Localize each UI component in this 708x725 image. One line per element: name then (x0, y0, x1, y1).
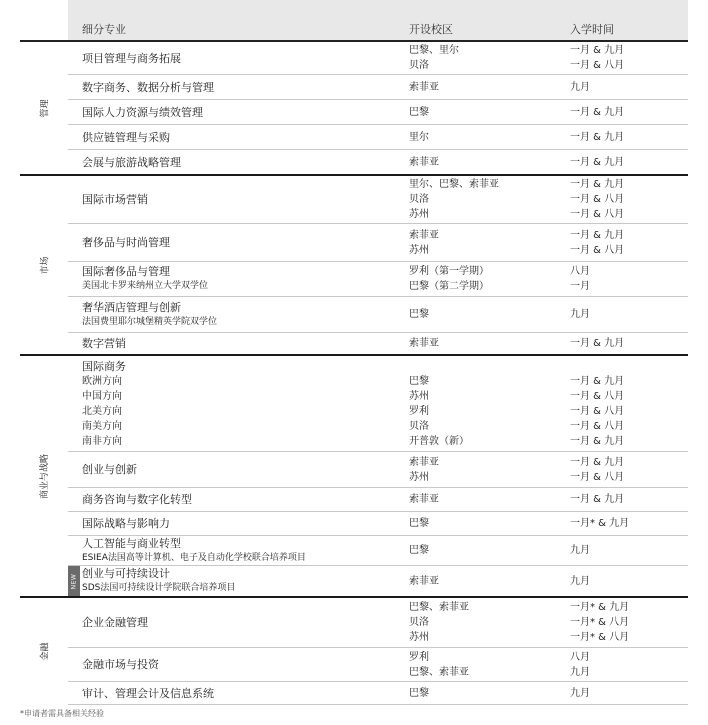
table-cell-text: 欧洲方向 (82, 375, 122, 387)
table-row (68, 75, 688, 100)
table-cell-text: 苏州 (409, 209, 429, 220)
cell-intake (570, 333, 688, 354)
table-row (68, 333, 688, 354)
cell-campus (409, 42, 549, 74)
table-cell-text: 国际奢侈品与管理 (82, 265, 170, 278)
cell-major (82, 566, 382, 596)
table-cell-text: 一月 & 九月 (570, 131, 625, 143)
cell-major (82, 125, 382, 149)
cell-campus (409, 598, 549, 647)
table-cell-text: 一月 & 八月 (570, 471, 625, 483)
table-row (68, 224, 688, 262)
table-cell-text: 苏州 (409, 471, 429, 483)
group-label-finance: 金融 (40, 641, 51, 661)
table-row (68, 100, 688, 125)
table-cell-text: 巴黎 (409, 309, 429, 320)
cell-intake (570, 648, 688, 681)
cell-major (82, 42, 382, 74)
cell-major (82, 100, 382, 124)
table-cell-text: 奢侈品与时尚管理 (82, 236, 170, 249)
cell-campus (409, 488, 549, 511)
table-cell-text: 南非方向 (82, 435, 122, 447)
table-row (68, 512, 688, 536)
table-cell-text: 北美方向 (82, 405, 122, 417)
cell-intake (570, 452, 688, 487)
table-cell-text: 贝洛 (409, 60, 429, 71)
cell-intake (570, 536, 688, 565)
table-cell-text: 巴黎 (409, 518, 429, 529)
cell-intake (570, 150, 688, 174)
table-row (68, 452, 688, 488)
table-cell-text: 一月 (570, 281, 590, 292)
cell-intake (570, 297, 688, 332)
table-cell-text: 一月 & 八月 (570, 60, 625, 71)
table-cell-text: 一月* & 八月 (570, 617, 630, 628)
cell-campus (409, 648, 549, 681)
table-cell-text: 一月 & 八月 (570, 194, 625, 205)
cell-campus (409, 100, 549, 124)
cell-major (82, 224, 382, 261)
cell-major (82, 333, 382, 354)
table-row (68, 598, 688, 648)
table-cell-text: 九月 (570, 309, 590, 320)
cell-intake (570, 100, 688, 124)
table-cell-text: 贝洛 (409, 194, 429, 205)
table-cell-text: 一月 & 九月 (570, 45, 625, 56)
cell-campus (409, 176, 549, 223)
table-cell-text: 里尔、巴黎、索菲亚 (409, 179, 499, 190)
table-cell-text: 国际商务 (82, 359, 126, 373)
table-row (68, 682, 688, 705)
cell-major (82, 648, 382, 681)
table-cell-text: 索菲亚 (409, 229, 439, 241)
cell-major (82, 262, 382, 296)
table-row (68, 356, 688, 452)
table-cell-text: 金融市场与投资 (82, 658, 159, 671)
table-cell-text: 索菲亚 (409, 575, 439, 587)
table-cell-text: 国际战略与影响力 (82, 517, 170, 530)
table-cell-text: 人工智能与商业转型 (82, 536, 181, 550)
cell-major (82, 297, 382, 332)
group-label-management: 管理 (40, 98, 51, 118)
table-row (68, 42, 688, 75)
table-cell-text: 国际市场营销 (82, 193, 148, 206)
table-cell-text: 一月* & 九月 (570, 602, 630, 613)
table-cell-text: 一月 & 八月 (570, 209, 625, 220)
table-cell-text: 中国方向 (82, 390, 122, 402)
cell-campus (409, 452, 549, 487)
header-major: 细分专业 (82, 23, 126, 36)
table-row (68, 176, 688, 224)
table-cell-text: 巴黎 (409, 545, 429, 556)
table-cell-text: 罗利（第一学期） (409, 266, 489, 277)
table-row (68, 125, 688, 150)
cell-major (82, 176, 382, 223)
cell-intake (570, 356, 688, 451)
table-cell-text: SDS法国可持续设计学院联合培养项目 (82, 583, 236, 593)
cell-campus (409, 566, 549, 596)
table-cell-text: 审计、管理会计及信息系统 (82, 686, 214, 700)
table-cell-text: 巴黎、索菲亚 (409, 666, 469, 678)
table-cell-text: 八月 (570, 266, 590, 277)
table-row (68, 262, 688, 297)
cell-intake (570, 512, 688, 535)
table-cell-text: 九月 (570, 81, 590, 93)
cell-intake (570, 75, 688, 99)
table-cell-text: 数字商务、数据分析与管理 (82, 80, 214, 94)
table-cell-text: 一月 & 九月 (570, 338, 625, 349)
cell-campus (409, 512, 549, 535)
table-cell-text: 八月 (570, 651, 590, 663)
table-cell-text: 一月 & 九月 (570, 494, 625, 505)
table-cell-text: 美国北卡罗来纳州立大学双学位 (82, 281, 209, 291)
cell-major (82, 488, 382, 511)
cell-major (82, 75, 382, 99)
table-cell-text: 苏州 (409, 632, 429, 643)
table-row (68, 297, 688, 333)
table-cell-text: 罗利 (409, 405, 429, 417)
table-cell-text: 开普敦（新） (409, 435, 469, 447)
table-cell-text: 一月 & 八月 (570, 390, 625, 402)
cell-campus (409, 75, 549, 99)
cell-intake (570, 125, 688, 149)
cell-major (82, 150, 382, 174)
table-cell-text: 一月 & 九月 (570, 106, 625, 118)
table-cell-text: 九月 (570, 666, 590, 678)
cell-campus (409, 297, 549, 332)
table-cell-text: 一月 & 八月 (570, 244, 625, 256)
table-cell-text: 项目管理与商务拓展 (82, 51, 181, 65)
cell-intake (570, 598, 688, 647)
cell-campus (409, 262, 549, 296)
table-cell-text: ESIEA法国高等计算机、电子及自动化学校联合培养项目 (82, 552, 306, 563)
cell-intake (570, 176, 688, 223)
table-row (68, 536, 688, 566)
table-cell-text: 一月 & 九月 (570, 179, 625, 190)
table-cell-text: 一月* & 九月 (570, 518, 630, 529)
cell-campus (409, 125, 549, 149)
table-cell-text: 巴黎 (409, 687, 429, 699)
table-cell-text: 奢华酒店管理与创新 (82, 300, 181, 314)
table-cell-text: 巴黎、索菲亚 (409, 602, 469, 613)
cell-campus (409, 333, 549, 354)
table-cell-text: 一月* & 八月 (570, 632, 630, 643)
table-cell-text: 会展与旅游战略管理 (82, 155, 181, 169)
table-cell-text: 一月 & 八月 (570, 420, 625, 432)
group-label-marketing: 市场 (40, 255, 51, 275)
cell-intake (570, 566, 688, 596)
cell-campus (409, 224, 549, 261)
table-cell-text: 创业与可持续设计 (82, 567, 170, 580)
header-intake: 入学时间 (570, 23, 614, 36)
table-cell-text: 苏州 (409, 390, 429, 402)
table-cell-text: 商务咨询与数字化转型 (82, 493, 192, 506)
cell-major (82, 356, 382, 451)
cell-major (82, 512, 382, 535)
table-cell-text (570, 359, 688, 374)
table-row (68, 488, 688, 512)
table-cell-text: 索菲亚 (409, 81, 439, 93)
table-cell-text: 一月 & 九月 (570, 375, 625, 387)
table-cell-text: 一月 & 九月 (570, 229, 625, 241)
table-cell-text: 贝洛 (409, 617, 429, 628)
table-cell-text: 巴黎、里尔 (409, 45, 459, 56)
table-cell-text: 法国费里耶尔城堡精英学院双学位 (82, 316, 218, 327)
table-cell-text: 九月 (570, 575, 590, 587)
table-cell-text: 一月 & 九月 (570, 435, 625, 447)
table-cell-text: 国际人力资源与绩效管理 (82, 105, 203, 119)
table-cell-text: 索菲亚 (409, 456, 439, 468)
table-cell-text: 九月 (570, 687, 590, 699)
table-cell-text: 一月 & 九月 (570, 156, 625, 168)
table-cell-text (409, 359, 549, 374)
header-campus: 开设校区 (409, 23, 453, 36)
table-cell-text: 数字营销 (82, 337, 126, 350)
cell-major (82, 682, 382, 704)
table-cell-text: 巴黎 (409, 106, 429, 118)
cell-intake (570, 224, 688, 261)
table-cell-text: 罗利 (409, 651, 429, 663)
table-row (68, 566, 688, 596)
table-row (68, 648, 688, 682)
cell-intake (570, 262, 688, 296)
group-label-business-strategy: 商业与战略 (40, 453, 51, 499)
table-cell-text: 巴黎（第二学期） (409, 281, 489, 292)
table-cell-text: 索菲亚 (409, 156, 439, 168)
cell-intake (570, 682, 688, 704)
table-cell-text: 创业与创新 (82, 463, 137, 476)
cell-intake (570, 488, 688, 511)
table-cell-text: 贝洛 (409, 420, 429, 432)
cell-campus (409, 682, 549, 704)
table-cell-text: 企业金融管理 (82, 616, 148, 629)
cell-intake (570, 42, 688, 74)
table-cell-text: 南美方向 (82, 420, 122, 432)
table-cell-text: 一月 & 八月 (570, 405, 625, 417)
cell-major (82, 598, 382, 647)
table-row (68, 150, 688, 174)
cell-major (82, 536, 382, 565)
table-cell-text: 供应链管理与采购 (82, 130, 170, 144)
table-cell-text: 一月 & 九月 (570, 456, 625, 468)
cell-major (82, 452, 382, 487)
new-badge: NEW (68, 566, 80, 596)
table-cell-text: 九月 (570, 545, 590, 556)
table-cell-text: 里尔 (409, 131, 429, 143)
table-cell-text: 索菲亚 (409, 494, 439, 505)
cell-campus (409, 356, 549, 451)
table-cell-text: 巴黎 (409, 375, 429, 387)
cell-campus (409, 536, 549, 565)
footnote: *申请者需具备相关经验 (20, 709, 104, 718)
table-cell-text: 索菲亚 (409, 338, 439, 349)
cell-campus (409, 150, 549, 174)
table-cell-text: 苏州 (409, 244, 429, 256)
table-header (68, 0, 688, 42)
